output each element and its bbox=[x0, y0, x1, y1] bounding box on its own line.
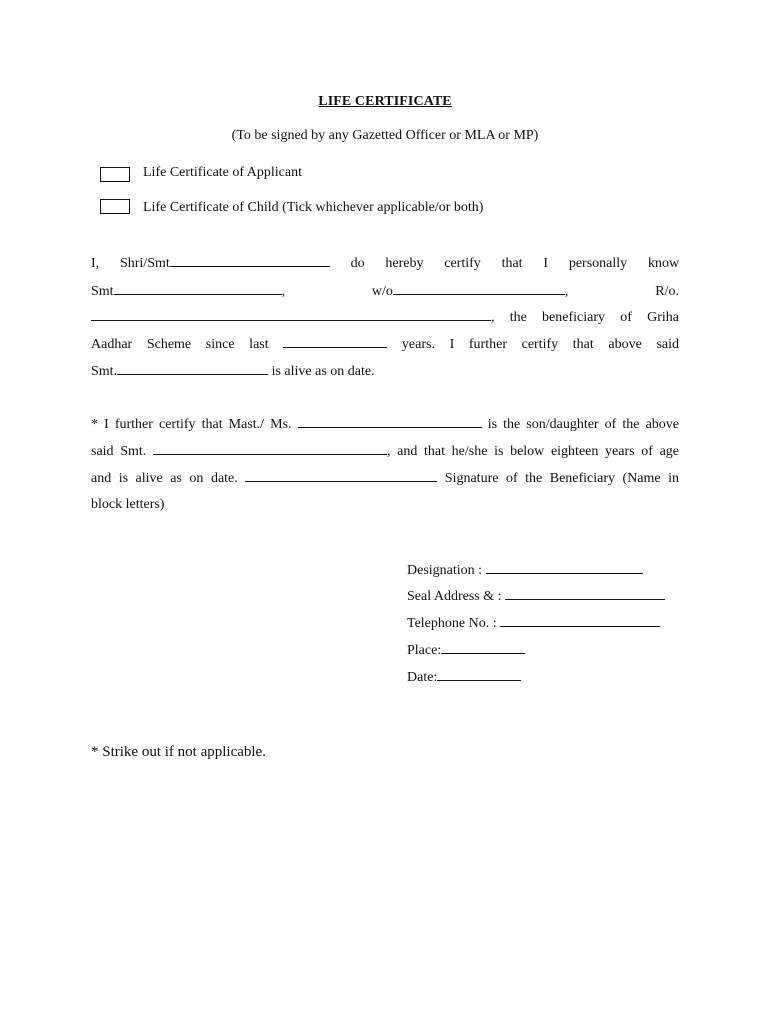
text-know: know bbox=[647, 256, 680, 271]
telephone-field[interactable] bbox=[500, 614, 660, 627]
text-comma: , bbox=[564, 284, 569, 299]
para2-line2 bbox=[91, 442, 679, 461]
text-son-daughter: is the son/daughter of the above bbox=[487, 417, 680, 432]
place-row bbox=[407, 641, 525, 660]
text-i: I, bbox=[91, 256, 100, 271]
text-personally: personally bbox=[568, 256, 628, 271]
text-alive: is alive as on date. bbox=[268, 364, 375, 379]
text-wo: w/o bbox=[371, 284, 393, 299]
text-comma: , bbox=[281, 284, 286, 299]
option-child-label: Life Certificate of Child (Tick whichever applicable/or both) bbox=[143, 200, 484, 215]
place-field[interactable] bbox=[441, 641, 525, 654]
checkbox-child[interactable] bbox=[100, 199, 130, 214]
text-since-last: Aadhar Scheme since last bbox=[91, 337, 269, 352]
text-alive-date: and is alive as on date. bbox=[91, 471, 238, 486]
text-that: that bbox=[501, 256, 523, 271]
text-shri-smt: Shri/Smt bbox=[119, 256, 170, 271]
date-label: Date: bbox=[407, 670, 438, 685]
designation-field[interactable] bbox=[486, 561, 643, 574]
seal-address-field[interactable] bbox=[505, 587, 665, 600]
para2-line1 bbox=[91, 415, 679, 434]
text-years-further: years. I further certify that above said bbox=[401, 337, 680, 352]
telephone-label: Telephone No. : bbox=[407, 616, 501, 631]
text-hereby: hereby bbox=[385, 256, 424, 271]
text-further-certify: * I further certify that Mast./ Ms. bbox=[91, 417, 292, 432]
para1-line1 bbox=[91, 254, 679, 273]
designation-row bbox=[407, 561, 643, 580]
address-field[interactable] bbox=[91, 308, 491, 321]
place-label: Place: bbox=[407, 643, 442, 658]
para2-line4 bbox=[91, 496, 679, 514]
text-I: I bbox=[543, 256, 549, 271]
text-block-letters: block letters) bbox=[91, 497, 165, 512]
alive-name-field[interactable] bbox=[117, 362, 268, 375]
beneficiary-signature-field[interactable] bbox=[245, 469, 437, 482]
text-certify: certify bbox=[444, 256, 481, 271]
mother-name-field[interactable] bbox=[153, 442, 387, 455]
checkbox-applicant[interactable] bbox=[100, 167, 130, 182]
footnote: * Strike out if not applicable. bbox=[91, 744, 266, 760]
seal-address-label: Seal Address & : bbox=[407, 589, 505, 604]
text-below-eighteen: , and that he/she is below eighteen years of age bbox=[386, 444, 679, 459]
date-field[interactable] bbox=[437, 668, 521, 681]
text-smt-dot: Smt. bbox=[91, 364, 118, 379]
para2-line3 bbox=[91, 469, 679, 488]
certifier-name-field[interactable] bbox=[170, 254, 330, 267]
years-field[interactable] bbox=[283, 335, 387, 348]
text-ro: R/o. bbox=[655, 284, 679, 299]
date-row bbox=[407, 668, 521, 687]
child-name-field[interactable] bbox=[298, 415, 482, 428]
para1-line2 bbox=[91, 282, 679, 301]
smt-group bbox=[91, 284, 285, 299]
text-said-smt: said Smt. bbox=[91, 444, 147, 459]
telephone-row bbox=[407, 614, 660, 633]
text-smt: Smt bbox=[91, 284, 114, 299]
wo-group bbox=[372, 284, 569, 299]
designation-label: Designation : bbox=[407, 563, 486, 578]
para1-line4 bbox=[91, 335, 679, 354]
para1-line3 bbox=[91, 308, 679, 327]
husband-name-field[interactable] bbox=[393, 282, 565, 295]
page-subtitle: (To be signed by any Gazetted Officer or MLA or MP) bbox=[231, 128, 539, 143]
below-group bbox=[153, 444, 679, 459]
text-signature-beneficiary: Signature of the Beneficiary (Name in bbox=[444, 471, 680, 486]
option-applicant-label: Life Certificate of Applicant bbox=[143, 165, 302, 180]
page-title: LIFE CERTIFICATE bbox=[318, 94, 452, 109]
beneficiary-name-field[interactable] bbox=[114, 282, 282, 295]
shri-smt-group bbox=[120, 256, 330, 271]
seal-address-row bbox=[407, 587, 665, 606]
text-beneficiary-of: , the beneficiary of Griha bbox=[491, 310, 679, 325]
text-do: do bbox=[350, 256, 365, 271]
para1-line5 bbox=[91, 362, 679, 381]
